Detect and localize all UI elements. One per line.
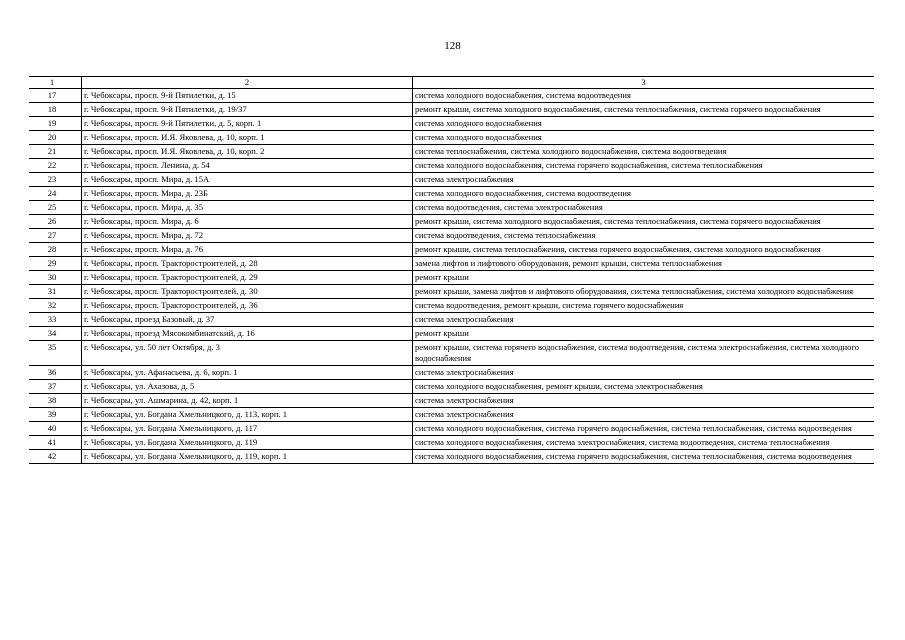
address-cell: г. Чебоксары, проезд Мясокомбинатский, д. 16 [82,327,413,341]
table-row [29,187,874,201]
row-number-cell: 37 [29,380,82,394]
table-row [29,271,874,285]
address-cell: г. Чебоксары, просп. Мира, д. 6 [82,215,413,229]
address-cell: г. Чебоксары, просп. 9-й Пятилетки, д. 15 [82,89,413,103]
table-header-row [29,77,874,89]
table-header-cell-1: 1 [29,77,82,89]
row-number-cell: 30 [29,271,82,285]
row-number-cell: 21 [29,145,82,159]
works-cell: система холодного водоснабжения [413,117,875,131]
row-number-cell: 31 [29,285,82,299]
row-number-cell: 28 [29,243,82,257]
address-cell: г. Чебоксары, ул. Богдана Хмельницкого, д. 119 [82,436,413,450]
row-number-cell: 26 [29,215,82,229]
works-cell: система холодного водоснабжения [413,131,875,145]
row-number-cell: 23 [29,173,82,187]
works-cell: ремонт крыши, система холодного водоснабжения, система теплоснабжения, система горячего водоснабжения [413,215,875,229]
works-cell: ремонт крыши [413,327,875,341]
row-number-cell: 34 [29,327,82,341]
row-number-cell: 39 [29,408,82,422]
row-number-cell: 17 [29,89,82,103]
address-cell: г. Чебоксары, ул. Ахазова, д. 5 [82,380,413,394]
address-cell: г. Чебоксары, просп. 9-й Пятилетки, д. 5, корп. 1 [82,117,413,131]
row-number-cell: 36 [29,366,82,380]
table-row [29,450,874,464]
row-number-cell: 32 [29,299,82,313]
table-row [29,145,874,159]
table-row [29,327,874,341]
table-row [29,313,874,327]
table-row [29,215,874,229]
table-row [29,366,874,380]
row-number-cell: 22 [29,159,82,173]
row-number-cell: 40 [29,422,82,436]
table-row [29,103,874,117]
works-cell: ремонт крыши [413,271,875,285]
address-cell: г. Чебоксары, просп. Мира, д. 72 [82,229,413,243]
address-cell: г. Чебоксары, просп. Тракторостроителей, д. 29 [82,271,413,285]
address-cell: г. Чебоксары, просп. 9-й Пятилетки, д. 19/37 [82,103,413,117]
row-number-cell: 33 [29,313,82,327]
row-number-cell: 38 [29,394,82,408]
works-cell: система электроснабжения [413,366,875,380]
page-number: 128 [444,40,461,52]
document-table-container [29,76,874,464]
works-cell: система водоотведения, система теплоснабжения [413,229,875,243]
row-number-cell: 19 [29,117,82,131]
address-cell: г. Чебоксары, просп. Тракторостроителей, д. 28 [82,257,413,271]
works-cell: система теплоснабжения, система холодного водоснабжения, система водоотведения [413,145,875,159]
table-row [29,285,874,299]
row-number-cell: 42 [29,450,82,464]
table-row [29,201,874,215]
table-row [29,159,874,173]
works-cell: система холодного водоснабжения, система горячего водоснабжения, система теплоснабжения, система водоотведения [413,422,875,436]
works-cell: система холодного водоснабжения, система горячего водоснабжения, система теплоснабжения, система водоотведения [413,450,875,464]
address-cell: г. Чебоксары, просп. И.Я. Яковлева, д. 10, корп. 2 [82,145,413,159]
address-cell: г. Чебоксары, ул. Афанасьева, д. 6, корп. 1 [82,366,413,380]
works-cell: замена лифтов и лифтового оборудования, ремонт крыши, система теплоснабжения [413,257,875,271]
address-cell: г. Чебоксары, просп. И.Я. Яковлева, д. 10, корп. 1 [82,131,413,145]
table-header-cell-2: 2 [82,77,413,89]
table-header-cell-3: 3 [413,77,875,89]
works-cell: ремонт крыши, замена лифтов и лифтового оборудования, система теплоснабжения, система холодного водоснабжения [413,285,875,299]
row-number-cell: 18 [29,103,82,117]
address-cell: г. Чебоксары, просп. Тракторостроителей, д. 30 [82,285,413,299]
works-cell: система электроснабжения [413,313,875,327]
works-cell: система водоотведения, ремонт крыши, система горячего водоснабжения [413,299,875,313]
address-cell: г. Чебоксары, просп. Мира, д. 76 [82,243,413,257]
works-cell: ремонт крыши, система горячего водоснабжения, система водоотведения, система электроснабжения, система холодного водоснабжения [413,341,875,366]
works-cell: система холодного водоснабжения, ремонт крыши, система электроснабжения [413,380,875,394]
table-row [29,436,874,450]
address-cell: г. Чебоксары, просп. Мира, д. 23Б [82,187,413,201]
works-cell: ремонт крыши, система теплоснабжения, система горячего водоснабжения, система холодного водоснабжения [413,243,875,257]
works-cell: ремонт крыши, система холодного водоснабжения, система теплоснабжения, система горячего водоснабжения [413,103,875,117]
works-cell: система электроснабжения [413,173,875,187]
address-cell: г. Чебоксары, ул. 50 лет Октября, д. 3 [82,341,413,366]
table-row [29,173,874,187]
works-cell: система холодного водоснабжения, система водоотведения [413,187,875,201]
table-row [29,229,874,243]
address-cell: г. Чебоксары, просп. Ленина, д. 54 [82,159,413,173]
works-cell: система электроснабжения [413,408,875,422]
table-row [29,89,874,103]
row-number-cell: 35 [29,341,82,366]
works-cell: система холодного водоснабжения, система электроснабжения, система водоотведения, система теплоснабжения [413,436,875,450]
row-number-cell: 24 [29,187,82,201]
works-cell: система водоотведения, система электроснабжения [413,201,875,215]
table-row [29,299,874,313]
row-number-cell: 20 [29,131,82,145]
works-cell: система холодного водоснабжения, система водоотведения [413,89,875,103]
works-cell: система холодного водоснабжения, система горячего водоснабжения, система теплоснабжения [413,159,875,173]
row-number-cell: 25 [29,201,82,215]
table-row [29,394,874,408]
table-row [29,380,874,394]
address-cell: г. Чебоксары, просп. Тракторостроителей, д. 36 [82,299,413,313]
row-number-cell: 41 [29,436,82,450]
table-row [29,131,874,145]
address-cell: г. Чебоксары, ул. Богдана Хмельницкого, д. 113, корп. 1 [82,408,413,422]
table-row [29,408,874,422]
address-cell: г. Чебоксары, просп. Мира, д. 35 [82,201,413,215]
document-table [29,76,874,464]
address-cell: г. Чебоксары, ул. Богдана Хмельницкого, д. 119, корп. 1 [82,450,413,464]
table-row [29,243,874,257]
row-number-cell: 29 [29,257,82,271]
table-row [29,422,874,436]
table-row [29,341,874,366]
address-cell: г. Чебоксары, просп. Мира, д. 15А [82,173,413,187]
address-cell: г. Чебоксары, ул. Богдана Хмельницкого, д. 117 [82,422,413,436]
row-number-cell: 27 [29,229,82,243]
address-cell: г. Чебоксары, ул. Ашмарина, д. 42, корп. 1 [82,394,413,408]
works-cell: система электроснабжения [413,394,875,408]
address-cell: г. Чебоксары, проезд Базовый, д. 37 [82,313,413,327]
table-row [29,117,874,131]
table-row [29,257,874,271]
